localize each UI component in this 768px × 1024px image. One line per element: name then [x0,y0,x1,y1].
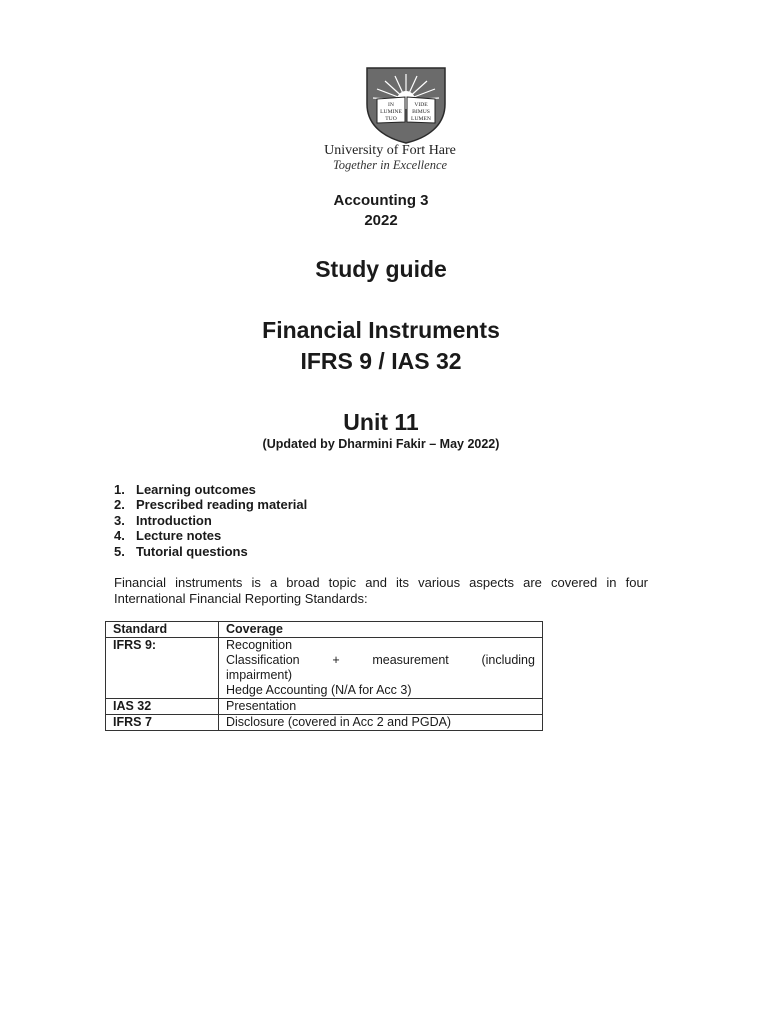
list-item [114,497,307,512]
standards-table [105,621,543,731]
coverage-cell: Disclosure (covered in Acc 2 and PGDA) [219,715,543,731]
list-item-label: Tutorial questions [136,543,248,559]
intro-paragraph: Financial instruments is a broad topic and its various aspects are covered in four International Financial Reporting Standards: [114,575,648,606]
list-item-number: 3. [114,512,125,528]
university-tagline: Together in Excellence [332,158,448,172]
coverage-including-word: (including [481,653,535,667]
updated-note: (Updated by Dharmini Fakir – May 2022) [262,437,500,451]
column-header-standard: Standard [106,622,219,638]
book-right-line-1: VIDE [414,102,428,108]
list-item [114,513,307,528]
contents-list [114,482,307,559]
list-item-label: Introduction [136,512,212,528]
topic-heading: Financial Instruments [262,317,500,343]
book-right-line-3: LUMEN [411,116,431,122]
coverage-recognition: Recognition [226,638,293,652]
list-item-number: 5. [114,543,125,559]
coverage-cell: Presentation [219,699,543,715]
coverage-impairment: impairment) [226,668,292,682]
book-left-line-3: TUO [385,116,397,122]
book-left-line-1: IN [388,102,394,108]
book-left-line-2: LUMINE [380,109,402,115]
coverage-classification-word: Classification [226,653,300,667]
table-row [106,638,543,699]
document-type-heading: Study guide [315,256,447,282]
coverage-classification [226,653,535,668]
course-year: 2022 [364,212,398,229]
standard-cell: IAS 32 [106,699,219,715]
column-header-coverage: Coverage [219,622,543,638]
list-item-label: Lecture notes [136,528,222,544]
unit-heading: Unit 11 [343,409,419,435]
coverage-cell [219,638,543,699]
standards-heading: IFRS 9 / IAS 32 [300,348,462,374]
table-row [106,699,543,715]
list-item [114,482,307,497]
list-item-label: Prescribed reading material [136,497,308,513]
list-item-number: 4. [114,528,125,544]
table-header-row [106,622,543,638]
list-item-label: Learning outcomes [136,482,256,497]
coverage-hedge-accounting: Hedge Accounting (N/A for Acc 3) [226,683,412,697]
table-row [106,715,543,731]
list-item [114,544,307,559]
book-right-line-2: BIMUS [412,109,430,115]
coverage-plus-sign: + [332,653,340,667]
standard-cell: IFRS 7 [106,715,219,731]
list-item-number: 2. [114,497,125,513]
coverage-measurement-word: measurement [372,653,449,667]
university-crest-logo [365,66,447,144]
course-name: Accounting 3 [333,192,429,209]
standard-cell: IFRS 9: [106,638,219,699]
list-item-number: 1. [114,482,125,497]
list-item [114,528,307,543]
university-name: University of Fort Hare [324,143,456,158]
